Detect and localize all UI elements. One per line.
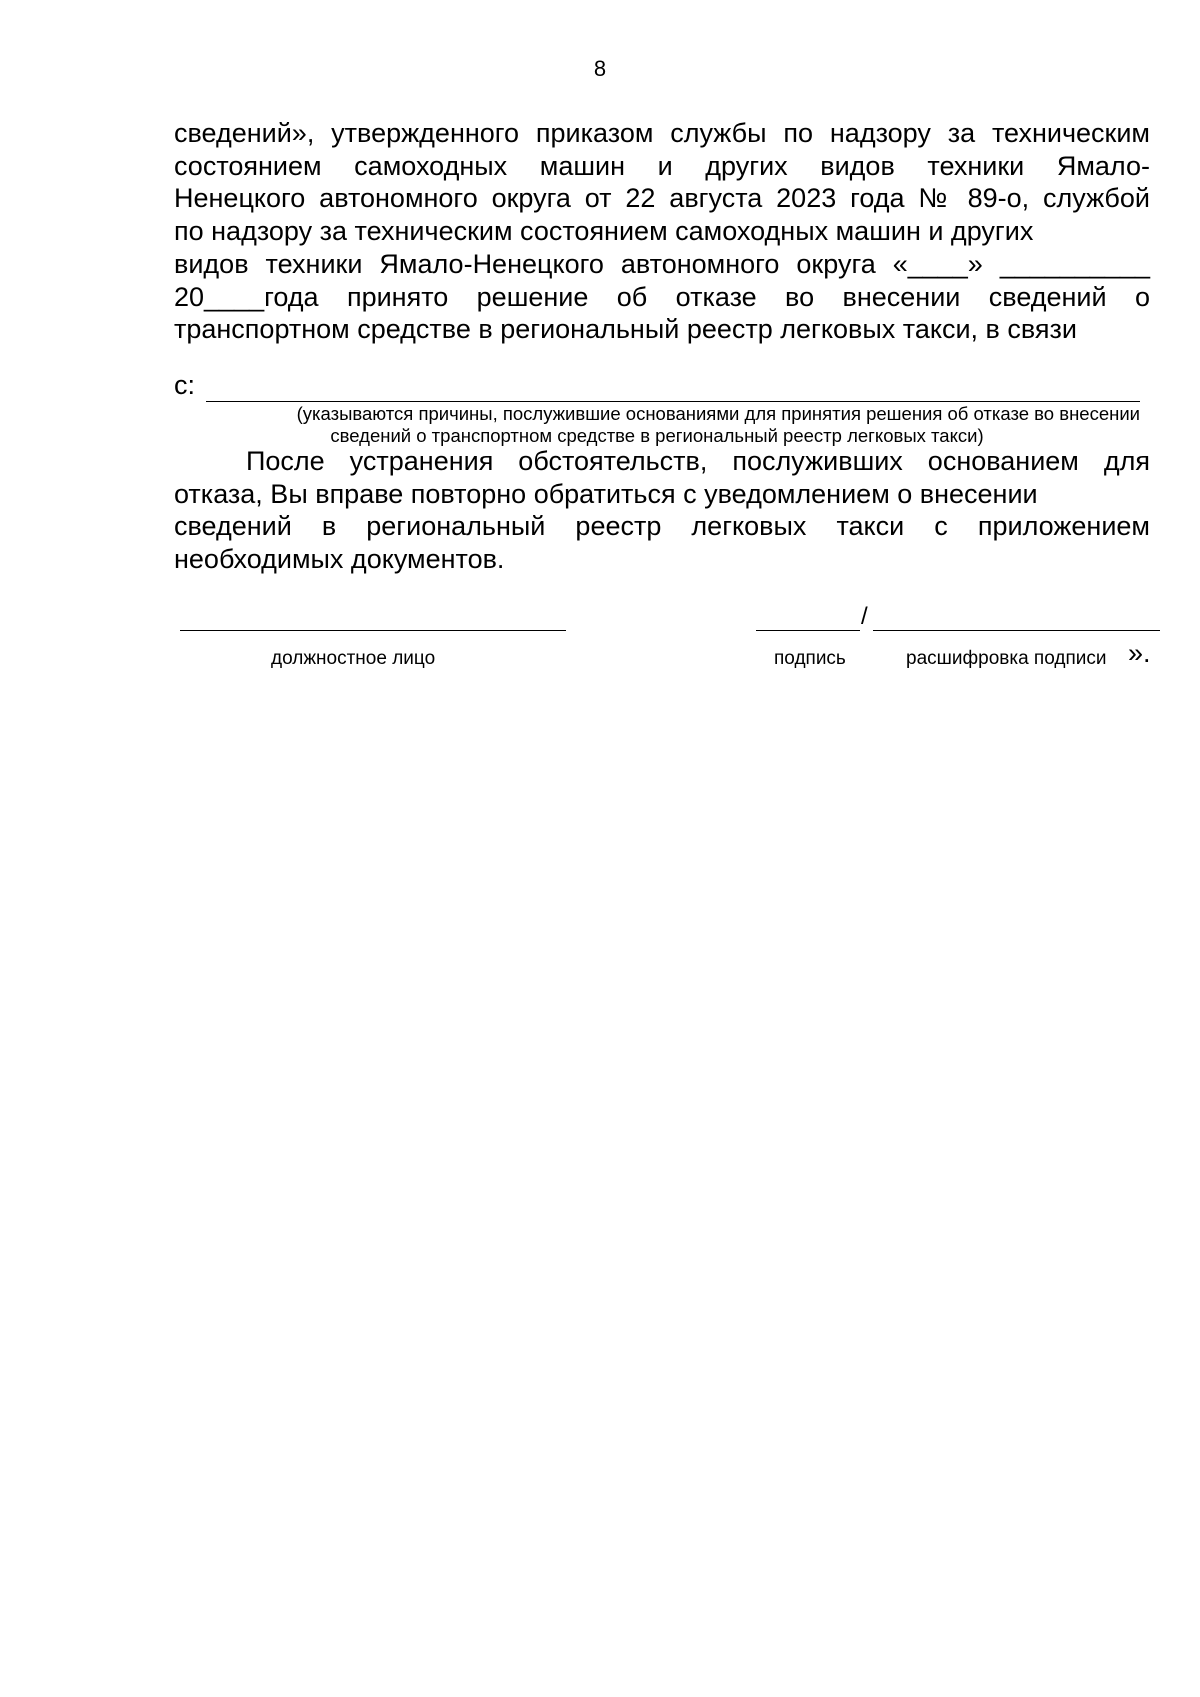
paragraph-top-line-3: Ненецкого автономного округа от 22 августа 2023 года № 89-о, службой	[174, 183, 1150, 214]
paragraph-after	[174, 445, 1150, 576]
paragraph-top-line-5: видов техники Ямало-Ненецкого автономного округа «____» __________	[174, 248, 1150, 279]
paragraph-top-line-2: состоянием самоходных машин и других видов техники Ямало-	[174, 150, 1150, 181]
page-number: 8	[593, 56, 607, 81]
paragraph-top-line-4: по надзору за техническим состоянием самоходных машин и других	[174, 216, 1034, 247]
signature-slash: /	[861, 603, 868, 630]
paragraph-top-line-1: сведений», утвержденного приказом службы по надзору за техническим	[174, 118, 1150, 148]
reason-note-line-1: (указываются причины, послужившие основаниями для принятия решения об отказе во внесении	[296, 403, 1140, 424]
paragraph-top-line-7: транспортном средстве в региональный реестр легковых такси, в связи	[174, 314, 1077, 345]
paragraph-after-line-3: сведений в региональный реестр легковых такси с приложением	[174, 511, 1150, 542]
decryption-label: расшифровка подписи	[906, 648, 1107, 669]
paragraph-top-line-6: 20____года принято решение об отказе во внесении сведений о	[174, 281, 1150, 312]
paragraph-after-line-2: отказа, Вы вправе повторно обратиться с уведомлением о внесении	[174, 478, 1038, 509]
reason-fill-line	[206, 401, 1140, 402]
paragraph-top	[174, 117, 1150, 346]
paragraph-after-line-1-text: После устранения обстоятельств, послуживших основанием для	[246, 446, 1150, 476]
paragraph-after-line-1	[174, 445, 1150, 478]
paragraph-after-line-4: необходимых документов.	[174, 544, 505, 575]
signature-line	[756, 630, 860, 631]
reason-note	[174, 403, 1140, 446]
closing-quote: ».	[1128, 638, 1151, 668]
reason-row	[174, 370, 1140, 406]
reason-prefix: с:	[174, 370, 196, 400]
reason-note-line-2: сведений о транспортном средстве в региональный реестр легковых такси)	[330, 424, 984, 446]
signature-label: подпись	[774, 648, 846, 669]
decryption-line	[873, 630, 1160, 631]
official-signature-line	[180, 630, 566, 631]
official-label: должностное лицо	[271, 648, 436, 669]
